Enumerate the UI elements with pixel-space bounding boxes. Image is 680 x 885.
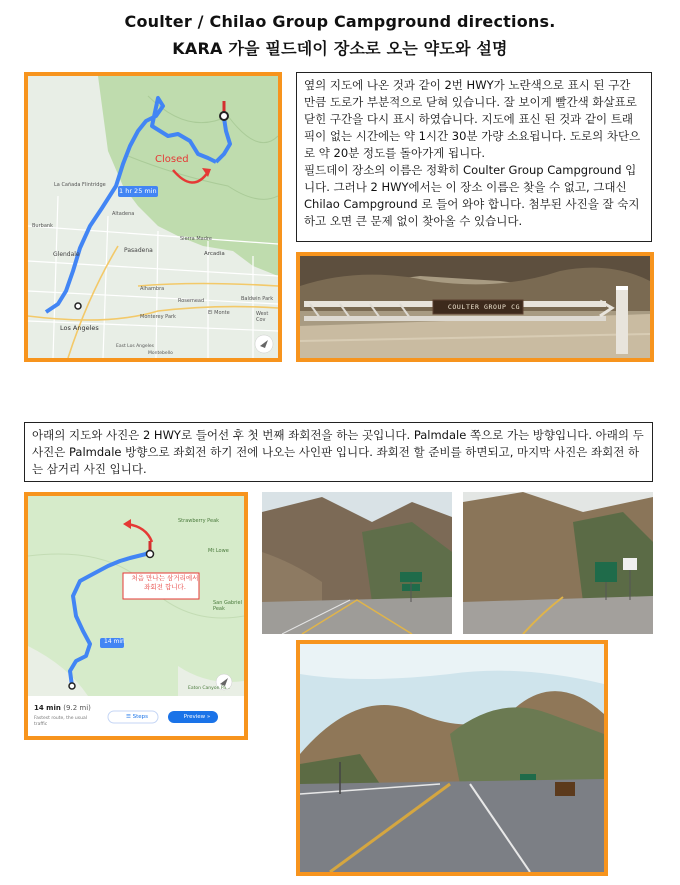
city-label: West Cov: [256, 311, 269, 323]
campground-paragraph: 필드데이 장소의 이름은 정확히 Coulter Group Campground 입니다. 그러나 2 HWY에서는 이 장소 이름은 찾을 수 없고, 그대신 Chilao Campground 로 들어 와야 합니다. 첨부된 사진을 잘 숙지 하고 오면 큰 문제 없이 찾아올 수 있습니다.: [304, 163, 640, 228]
turn-detail-map[interactable]: [24, 492, 248, 740]
city-label: Pasadena: [124, 247, 153, 254]
callout-line1: 처음 만나는 삼거리에서: [131, 574, 199, 582]
city-label: Monterey Park: [140, 314, 176, 320]
closure-paragraph: 옆의 지도에 나온 것과 같이 2번 HWY가 노란색으로 표시 된 구간 만큼 도로가 부분적으로 닫혀 있습니다. 잘 보이게 빨간색 화살표로 닫힌 구간을 다시 표시 하였습니다. 지도에 표신 된 것과 같이 트래픽이 없는 시간에는 약 1시간 30분 가량 소요됩니다. 도로의 차단으로 약 20분 정도를 돌아가게 됩니다.: [304, 78, 641, 160]
sign-photo-1: [262, 492, 452, 634]
city-label: Arcadia: [204, 251, 225, 257]
route-overview-map[interactable]: [24, 72, 282, 362]
place-label: Strawberry Peak: [178, 518, 220, 524]
intersection-photo: [296, 640, 608, 876]
steps-label: Steps: [132, 714, 149, 720]
city-label: East Los Angeles: [116, 344, 155, 349]
city-label: Burbank: [32, 223, 53, 229]
city-label: Rosemead: [178, 298, 205, 304]
page-subtitle: KARA 가을 필드데이 장소로 오는 약도와 설명: [172, 39, 508, 58]
preview-button[interactable]: [172, 714, 222, 720]
closed-label: Closed: [155, 154, 189, 165]
city-label: Baldwin Park: [241, 296, 274, 302]
turn-callout: [128, 574, 202, 592]
city-label: El Monte: [208, 310, 230, 316]
city-label: Glendale: [53, 251, 80, 258]
page-title: Coulter / Chilao Group Campground directions.: [124, 12, 556, 31]
preview-label: Preview: [183, 714, 206, 720]
turn-description: [24, 422, 653, 482]
summary-time: 14 min: [34, 704, 61, 712]
callout-line2: 좌회전 합니다.: [144, 583, 186, 591]
route-time-pill: 14 min: [104, 638, 125, 645]
city-label: Altadena: [112, 211, 135, 217]
list-icon: ☰: [125, 714, 133, 720]
city-label: La Cañada Flintridge: [54, 182, 106, 188]
city-label: Montebello: [148, 351, 173, 356]
chevrons-right-icon: »: [205, 714, 211, 720]
route-time-label: 1 hr 25 min: [119, 187, 157, 195]
sign-photo-2: [463, 492, 653, 634]
summary-distance: (9.2 mi): [63, 704, 91, 712]
turn-paragraph: 아래의 지도와 사진은 2 HWY로 들어선 후 첫 번째 좌회전을 하는 곳입니다. Palmdale 쪽으로 가는 방향입니다. 아래의 두 사진은 Palmdale 방향으로 좌회전 하기 전에 나오는 사인판 입니다. 좌회전 할 준비를 하면되고, 마지막 사진은 좌회전 하는 삼거리 사진 입니다.: [32, 428, 644, 476]
city-label: Los Angeles: [60, 324, 99, 332]
place-label: San Gabriel Peak: [213, 600, 243, 612]
place-label: Eaton Canyon Pa...: [188, 686, 231, 691]
map2-canvas: [28, 496, 244, 736]
city-label: Alhambra: [140, 286, 165, 292]
directions-description: [296, 72, 652, 242]
trip-summary: [34, 704, 91, 712]
coulter-sign-text: COULTER GROUP CG: [447, 303, 521, 311]
coulter-gate-photo: [296, 252, 654, 362]
place-label: Mt Lowe: [208, 548, 229, 554]
summary-note: Fastest route, the usual traffic: [34, 716, 87, 727]
steps-button[interactable]: [112, 714, 162, 720]
city-label: Sierra Madre: [180, 236, 212, 242]
